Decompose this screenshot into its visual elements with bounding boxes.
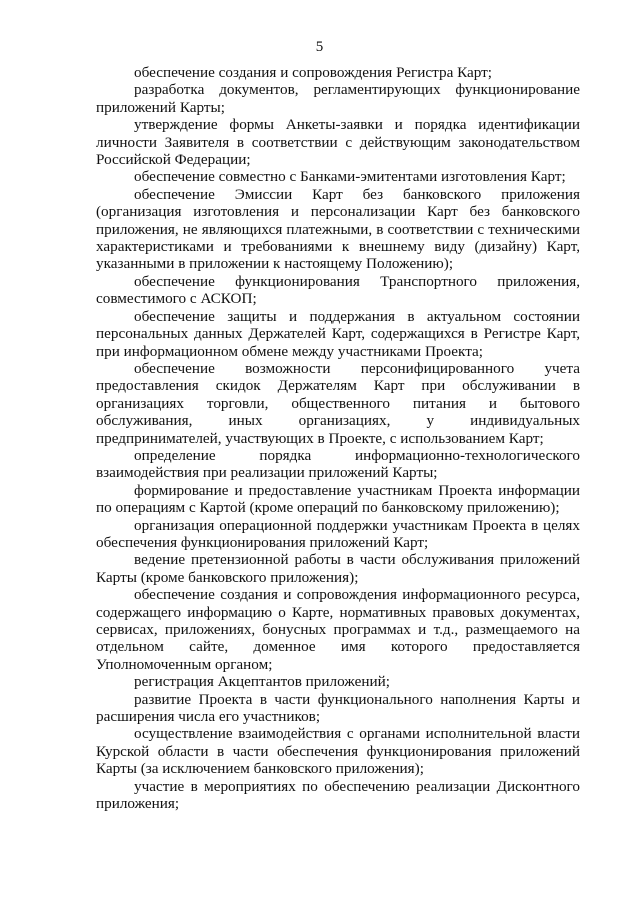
paragraph-5: обеспечение Эмиссии Карт без банковского приложения (организация изготовления и персонализации Карт без банковского приложения, не являющихся платежными, в соответствии с техническими характеристиками и требованиями к внешнему виду (дизайну) Карт, указанными в приложении к настоящему Положению); <box>96 185 580 273</box>
page-number: 5 <box>315 39 324 55</box>
paragraph-2: разработка документов, регламентирующих функционирование приложений Карты; <box>96 81 580 116</box>
paragraph-4: обеспечение совместно с Банками-эмитентами изготовления Карт; <box>134 168 566 186</box>
paragraph-13: обеспечение создания и сопровождения информационного ресурса, содержащего информацию о Карте, нормативных правовых документах, сервисах, приложениях, бонусных программах и т.д., размещаемого на отдельном сайте, доменное имя которого предоставляется Уполномоченным органом; <box>96 586 580 673</box>
paragraph-1: обеспечение создания и сопровождения Регистра Карт; <box>134 64 493 81</box>
paragraph-9: определение порядка информационно-технологического взаимодействия при реализации приложений Карты; <box>96 446 580 482</box>
paragraph-10: формирование и предоставление участникам Проекта информации по операциям с Картой (кроме операций по банковскому приложению); <box>96 481 580 517</box>
paragraph-14: регистрация Акцептантов приложений; <box>134 673 390 691</box>
paragraph-11: организация операционной поддержки участникам Проекта в целях обеспечения функционирования приложений Карт; <box>96 516 580 551</box>
paragraph-7: обеспечение защиты и поддержания в актуальном состоянии персональных данных Держателей Карт, содержащихся в Регистре Карт, при информационном обмене между участниками Проекта; <box>96 307 580 360</box>
paragraph-15: развитие Проекта в части функционального наполнения Карты и расширения числа его участников; <box>96 690 580 726</box>
paragraph-12: ведение претензионной работы в части обслуживания приложений Карты (кроме банковского приложения); <box>96 551 580 586</box>
paragraph-6: обеспечение функционирования Транспортного приложения, совместимого с АСКОП; <box>96 272 580 308</box>
paragraph-17: участие в мероприятиях по обеспечению реализации Дисконтного приложения; <box>96 777 580 813</box>
paragraph-8: обеспечение возможности персонифицированного учета предоставления скидок Держателям Карт при обслуживании в организациях торговли, общественного питания и бытового обслуживания, иных организациях, у индивидуальных предпринимателей, участвующих в Проекте, с использованием Карт; <box>96 359 580 447</box>
document-body <box>96 64 580 812</box>
paragraph-16: осуществление взаимодействия с органами исполнительной власти Курской области в части обеспечения функционирования приложений Карты (за исключением банковского приложения); <box>96 725 580 778</box>
paragraph-3: утверждение формы Анкеты-заявки и порядка идентификации личности Заявителя в соответствии с действующим законодательством Российской Федерации; <box>96 116 580 169</box>
